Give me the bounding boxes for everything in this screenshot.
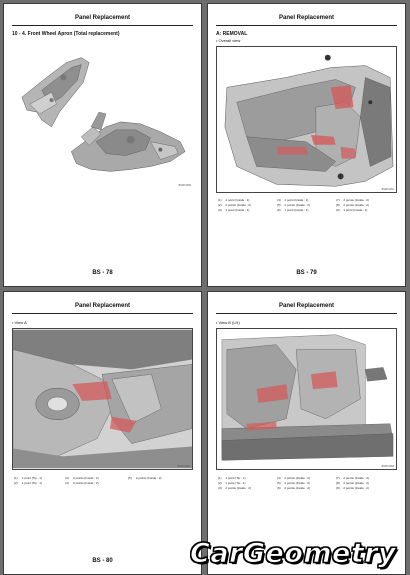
strut-tower-illustration (13, 329, 192, 469)
figure-code: BSM01052 (177, 465, 190, 468)
legend-row: (2) 2 points (Inside : 2) (5) 2 points (Inside : 2) (8) 2 points (Inside : 2) (218, 202, 369, 207)
figure-code: BSM01051 (381, 188, 394, 191)
manual-page-3 (3, 291, 202, 575)
view-b-figure (216, 328, 397, 470)
body-structure-illustration (217, 47, 396, 192)
page-number: BS - 78 (92, 270, 113, 276)
legend-row: (3) 1 point (Inside : 1) (6) 1 point (Inside : 1) (9) 1 point (Inside : 1) (218, 207, 368, 212)
figure-code: BSM01053 (381, 465, 394, 468)
subsection-title: • View A (12, 320, 27, 325)
front-wheel-apron-figure (12, 42, 193, 188)
legend-row: (1) 1 point (Inside : 1) (4) 1 point (Inside : 1) (7) 2 points (Inside : 2) (218, 197, 369, 202)
view-a-figure (12, 328, 193, 470)
legend-row: (1) 1 point (Tip : 1) (3) 2 points (Inside : 2) (5) 2 points (Inside : 2) (14, 475, 162, 480)
legend-row: (2) 1 point (Tip : 1) (4) 2 points (Inside : 2) (14, 480, 99, 485)
section-title: A: REMOVAL (216, 31, 248, 37)
page-header: Panel Replacement (216, 12, 397, 26)
legend-row: (3) 2 points (Inside : 2) (6) 2 points (Inside : 2) (9) 2 points (Inside : 2) (218, 485, 369, 490)
legend-row: (1) 1 point (Tip : 1) (4) 2 points (Inside : 2) (7) 2 points (Inside : 2) (218, 475, 369, 480)
weld-point-legend (14, 475, 191, 485)
section-title: 10 - 4. Front Wheel Apron (Total replacement) (12, 31, 120, 37)
page-header: Panel Replacement (12, 12, 193, 26)
page-header: Panel Replacement (216, 300, 397, 314)
wheel-apron-illustration (12, 42, 193, 188)
page-number: BS - 79 (296, 270, 317, 276)
figure-code: BSM01050 (178, 184, 191, 187)
cargeometry-watermark-logo: CarGeometry (190, 538, 397, 569)
weld-point-legend (218, 475, 395, 490)
legend-row: (2) 1 point (Tip : 1) (5) 2 points (Inside : 2) (8) 2 points (Inside : 2) (218, 480, 369, 485)
subsection-title: • Overall view (216, 38, 241, 43)
manual-page-4 (207, 291, 406, 575)
wheel-apron-side-illustration (217, 329, 396, 469)
subsection-title: • View B (LH) (216, 320, 240, 325)
manual-page-2 (207, 3, 406, 287)
weld-point-legend (218, 197, 395, 212)
page-header: Panel Replacement (12, 300, 193, 314)
page-number: BS - 80 (92, 558, 113, 564)
manual-page-1 (3, 3, 202, 287)
overall-view-figure (216, 46, 397, 193)
